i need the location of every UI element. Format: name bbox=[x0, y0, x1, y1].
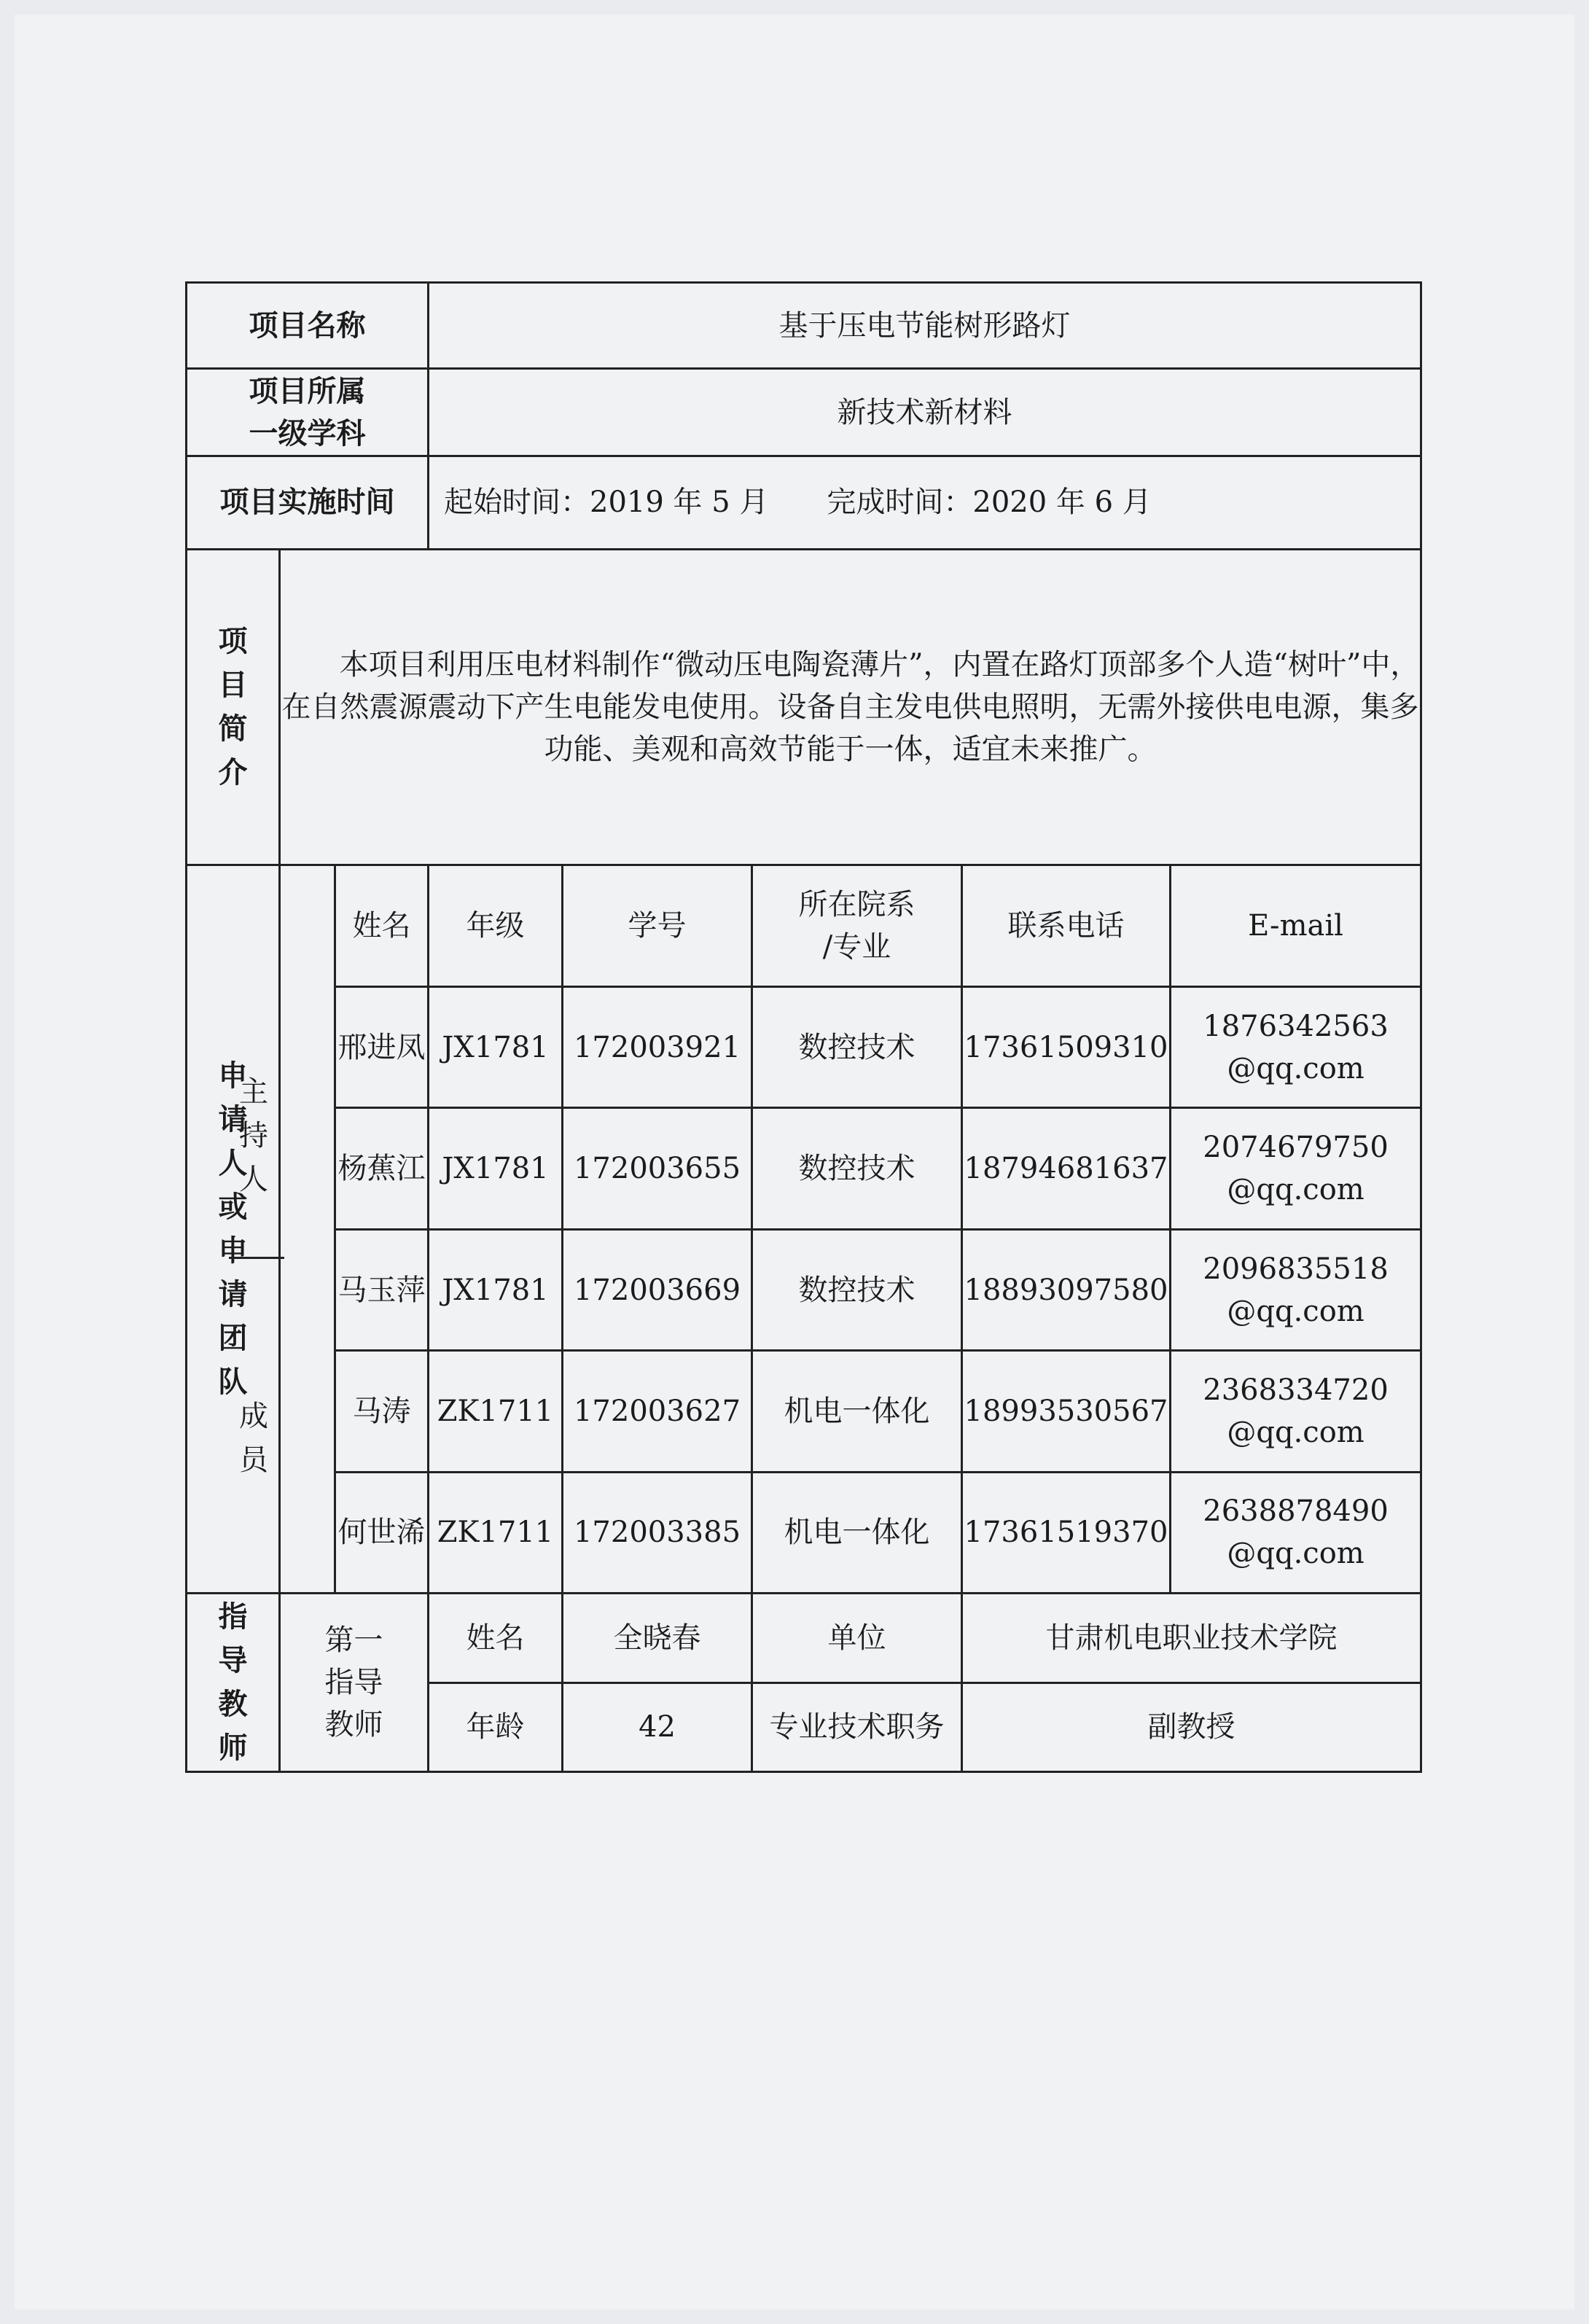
team-header-row bbox=[187, 865, 1421, 986]
header-email: E-mail bbox=[1171, 865, 1421, 986]
advisor-age-value: 42 bbox=[563, 1682, 752, 1771]
project-name-label: 项目名称 bbox=[187, 283, 429, 369]
header-id: 学号 bbox=[563, 865, 752, 986]
advisor-unit-value: 甘肃机电职业技术学院 bbox=[962, 1594, 1421, 1682]
member-name: 马涛 bbox=[335, 1351, 429, 1472]
host-label: 主持人 bbox=[239, 1075, 268, 1196]
table-row bbox=[187, 1229, 1421, 1350]
header-dept bbox=[752, 865, 962, 986]
team-label: 申请人或申请团队 bbox=[218, 1059, 248, 1400]
application-form-table bbox=[185, 281, 1422, 1773]
member-phone: 17361509310 bbox=[962, 986, 1171, 1107]
advisor-label: 指导教师 bbox=[218, 1600, 248, 1766]
member-dept: 数控技术 bbox=[752, 1229, 962, 1350]
member-email-line2: @qq.com bbox=[1227, 1051, 1364, 1085]
row-intro bbox=[187, 550, 1421, 865]
member-email bbox=[1171, 1229, 1421, 1350]
member-email-line1: 2638878490 bbox=[1203, 1494, 1389, 1529]
time-label: 项目实施时间 bbox=[187, 456, 429, 549]
member-dept: 机电一体化 bbox=[752, 1351, 962, 1472]
member-email bbox=[1171, 1108, 1421, 1229]
project-name-value: 基于压电节能树形路灯 bbox=[429, 283, 1421, 369]
row-time bbox=[187, 456, 1421, 549]
member-grade: ZK1711 bbox=[429, 1351, 563, 1472]
advisor-title-value: 副教授 bbox=[962, 1682, 1421, 1771]
advisor-title-label: 专业技术职务 bbox=[752, 1682, 962, 1771]
member-name: 邢进凤 bbox=[335, 986, 429, 1107]
table-row bbox=[187, 1351, 1421, 1472]
member-email bbox=[1171, 1351, 1421, 1472]
member-email-line2: @qq.com bbox=[1227, 1537, 1364, 1571]
advisor-name-label: 姓名 bbox=[429, 1594, 563, 1682]
document-page bbox=[15, 15, 1574, 2309]
intro-label-cell bbox=[187, 550, 280, 865]
header-phone: 联系电话 bbox=[962, 865, 1171, 986]
advisor-first-label-cell bbox=[280, 1594, 429, 1772]
member-name: 何世浠 bbox=[335, 1472, 429, 1593]
time-value: 起始时间：2019 年 5 月 完成时间：2020 年 6 月 bbox=[429, 456, 1421, 549]
team-subcol-blank bbox=[280, 865, 335, 1594]
member-id: 172003655 bbox=[563, 1108, 752, 1229]
member-name: 马玉萍 bbox=[335, 1229, 429, 1350]
advisor-age-label: 年龄 bbox=[429, 1682, 563, 1771]
member-email bbox=[1171, 986, 1421, 1107]
member-phone: 18993530567 bbox=[962, 1351, 1171, 1472]
member-phone: 18893097580 bbox=[962, 1229, 1171, 1350]
discipline-label-line2: 一级学科 bbox=[249, 416, 366, 451]
member-email-line1: 2368334720 bbox=[1203, 1373, 1389, 1407]
header-name: 姓名 bbox=[335, 865, 429, 986]
table-row bbox=[187, 986, 1421, 1107]
advisor-name-value: 全晓春 bbox=[563, 1594, 752, 1682]
member-dept: 机电一体化 bbox=[752, 1472, 962, 1593]
member-email-line2: @qq.com bbox=[1227, 1173, 1364, 1207]
member-email-line1: 2074679750 bbox=[1203, 1131, 1389, 1165]
intro-text: 本项目利用压电材料制作“微动压电陶瓷薄片”，内置在路灯顶部多个人造“树叶”中，在自然震源震动下产生电能发电使用。设备自主发电供电照明，无需外接供电电源，集多功能、美观和高效节能于一体，适宜未来推广。 bbox=[280, 550, 1421, 865]
advisor-unit-label: 单位 bbox=[752, 1594, 962, 1682]
member-email-line2: @qq.com bbox=[1227, 1294, 1364, 1328]
member-email-line1: 1876342563 bbox=[1203, 1009, 1389, 1043]
member-email bbox=[1171, 1472, 1421, 1593]
member-email-line2: @qq.com bbox=[1227, 1416, 1364, 1449]
host-label-cell bbox=[229, 1015, 284, 1259]
member-id: 172003921 bbox=[563, 986, 752, 1107]
advisor-label-cell bbox=[187, 1594, 280, 1772]
header-grade: 年级 bbox=[429, 865, 563, 986]
member-phone: 17361519370 bbox=[962, 1472, 1171, 1593]
header-dept-line2: /专业 bbox=[822, 930, 891, 964]
member-grade: JX1781 bbox=[429, 986, 563, 1107]
member-phone: 18794681637 bbox=[962, 1108, 1171, 1229]
member-email-line1: 2096835518 bbox=[1203, 1252, 1389, 1286]
discipline-value: 新技术新材料 bbox=[429, 369, 1421, 456]
header-dept-line1: 所在院系 bbox=[798, 888, 915, 922]
discipline-label bbox=[187, 369, 429, 456]
intro-label: 项目简介 bbox=[218, 625, 248, 790]
member-label: 成员 bbox=[239, 1400, 268, 1477]
advisor-row-1 bbox=[187, 1594, 1421, 1682]
discipline-label-line1: 项目所属 bbox=[249, 374, 366, 408]
member-dept: 数控技术 bbox=[752, 1108, 962, 1229]
member-id: 172003385 bbox=[563, 1472, 752, 1593]
member-name: 杨蕉江 bbox=[335, 1108, 429, 1229]
member-id: 172003627 bbox=[563, 1351, 752, 1472]
member-grade: JX1781 bbox=[429, 1108, 563, 1229]
member-dept: 数控技术 bbox=[752, 986, 962, 1107]
advisor-first-label: 第一指导教师 bbox=[324, 1623, 383, 1742]
row-discipline bbox=[187, 369, 1421, 456]
member-label-cell bbox=[229, 1257, 284, 1620]
table-row bbox=[187, 1472, 1421, 1593]
member-grade: ZK1711 bbox=[429, 1472, 563, 1593]
member-grade: JX1781 bbox=[429, 1229, 563, 1350]
row-project-name bbox=[187, 283, 1421, 369]
member-id: 172003669 bbox=[563, 1229, 752, 1350]
table-row bbox=[187, 1108, 1421, 1229]
